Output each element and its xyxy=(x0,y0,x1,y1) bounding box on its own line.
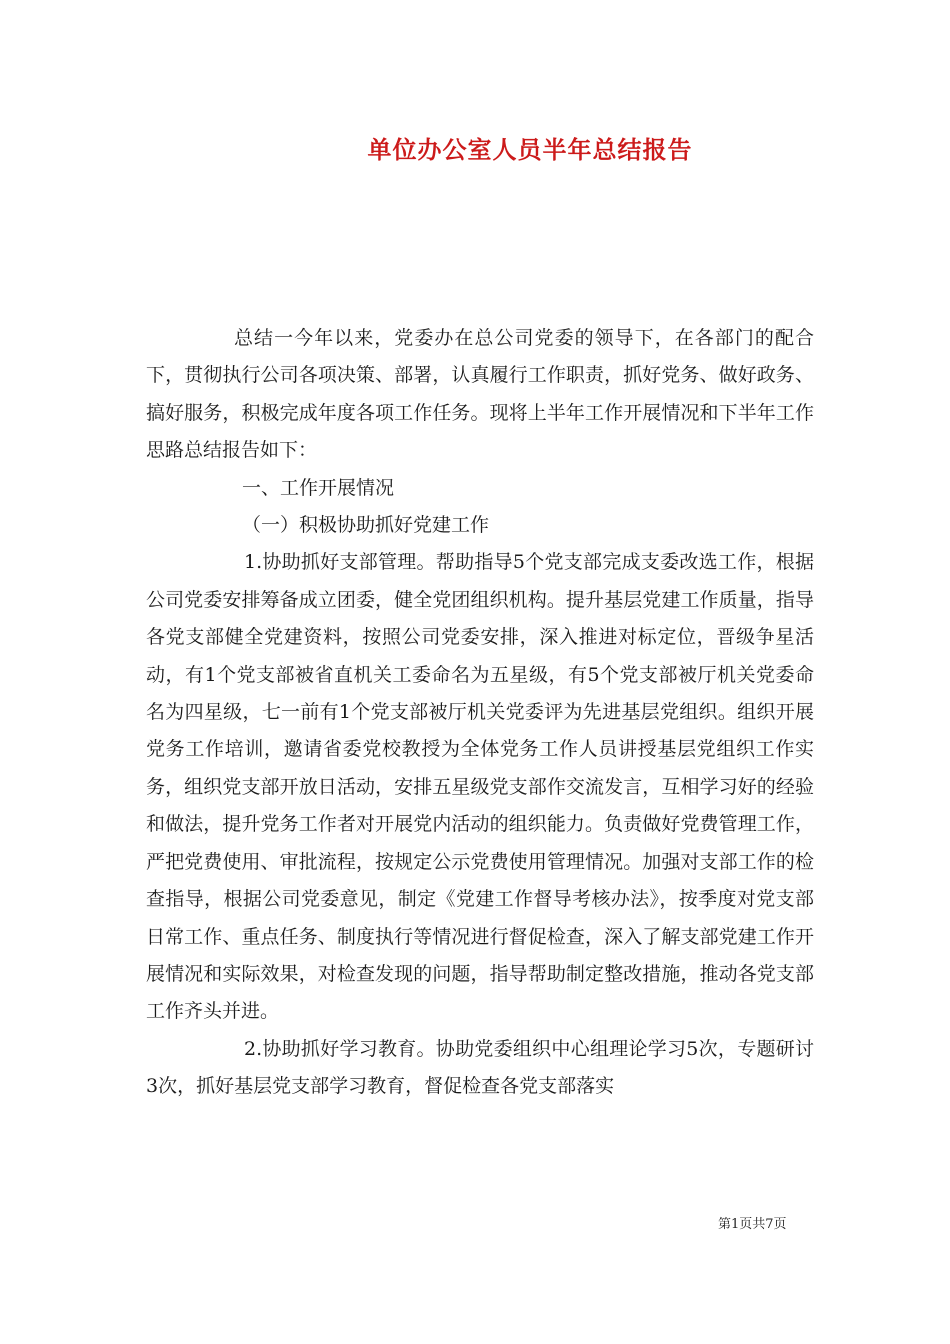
item-paragraph-1: 1.协助抓好支部管理。帮助指导5个党支部完成支委改选工作，根据公司党委安排筹备成立团委，健全党团组织机构。提升基层党建工作质量，指导各党支部健全党建资料，按照公司党委安排，深入推进对标定位，晋级争星活动，有1个党支部被省直机关工委命名为五星级，有5个党支部被厅机关党委命名为四星级，七一前有1个党支部被厅机关党委评为先进基层党组织。组织开展党务工作培训，邀请省委党校教授为全体党务工作人员讲授基层党组织工作实务，组织党支部开放日活动，安排五星级党支部作交流发言，互相学习好的经验和做法，提升党务工作者对开展党内活动的组织能力。负责做好党费管理工作，严把党费使用、审批流程，按规定公示党费使用管理情况。加强对支部工作的检查指导，根据公司党委意见，制定《党建工作督导考核办法》，按季度对党支部日常工作、重点任务、制度执行等情况进行督促检查，深入了解支部党建工作开展情况和实际效果，对检查发现的问题，指导帮助制定整改措施，推动各党支部工作齐头并进。 xyxy=(146,551,814,1023)
section-heading: 一、工作开展情况 xyxy=(242,476,395,499)
document-body xyxy=(146,320,814,1106)
intro-paragraph: 总结一今年以来，党委办在总公司党委的领导下，在各部门的配合下，贯彻执行公司各项决策、部署，认真履行工作职责，抓好党务、做好政务、搞好服务，积极完成年度各项工作任务。现将上半年工作开展情况和下半年工作思路总结报告如下： xyxy=(146,327,814,462)
page-number-footer: 第1页共7页 xyxy=(718,1217,787,1232)
document-title: 单位办公室人员半年总结报告 xyxy=(367,135,693,164)
section-subheading: （一）积极协助抓好党建工作 xyxy=(242,514,490,537)
item-paragraph-2: 2.协助抓好学习教育。协助党委组织中心组理论学习5次，专题研讨3次，抓好基层党支部学习教育，督促检查各党支部落实 xyxy=(146,1037,814,1098)
